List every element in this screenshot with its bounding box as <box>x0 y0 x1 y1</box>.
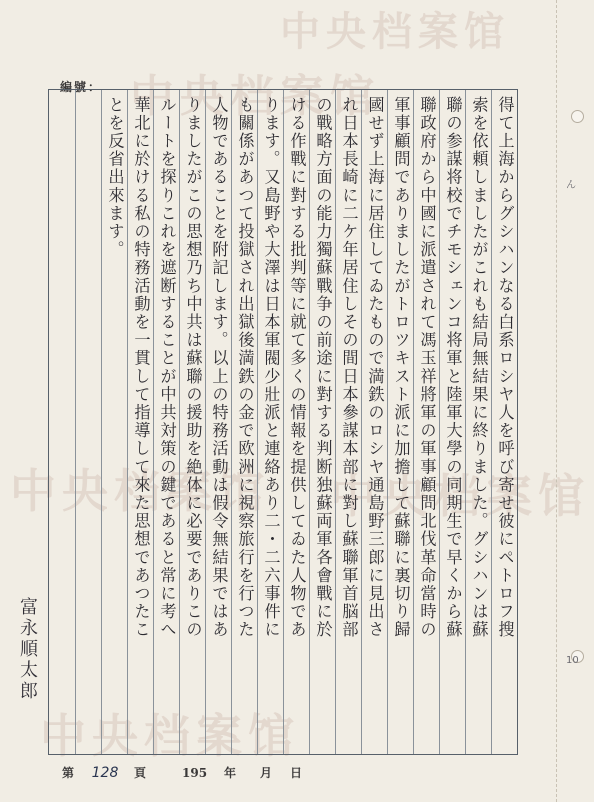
column-text: 國せず上海に居住してゐたもので満鉄のロシヤ通島野三郎に見出さ <box>365 96 385 639</box>
column-text: 索を依頼しましたがこれも結局無結果に終りました。グシハンは蘇 <box>469 96 489 639</box>
column-text: 華北に於ける私の特務活動を一貫して指導して來た思想であつたこ <box>131 96 151 639</box>
text-column <box>283 90 309 754</box>
text-column <box>75 90 101 754</box>
text-column <box>257 90 283 754</box>
column-text: 聯の参謀将校でチモシェンコ将軍と陸軍大學の同期生で早くから蘇 <box>443 96 463 639</box>
column-text: 聯政府から中國に派遣されて馮玉祥將軍の軍事顧問北伐革命當時の <box>417 96 437 639</box>
footer-year-label: 年 <box>224 766 237 780</box>
margin-mark: 10 <box>566 655 579 666</box>
page-footer <box>62 764 302 781</box>
document-number-label: 編號： <box>60 80 103 94</box>
manuscript-grid <box>48 89 518 755</box>
column-text: とを反省出來ます。 <box>105 96 125 259</box>
column-text: れ日本長崎に二ケ年居住しその間日本參謀本部に對し蘇聯軍首脳部 <box>339 96 359 639</box>
footer-month-label: 月 <box>260 766 273 780</box>
text-column <box>335 90 361 754</box>
punch-hole <box>571 110 584 123</box>
author-signature: 富永順太郎 <box>17 597 38 702</box>
text-column <box>387 90 413 754</box>
page-number: 128 <box>91 765 119 781</box>
column-text: ルートを探りこれを遮断することが中共対策の鍵であると常に考へ <box>157 96 177 639</box>
column-text: ける作戰に對する批判等に就て多くの情報を提供してゐた人物であ <box>287 96 307 639</box>
text-column <box>361 90 387 754</box>
watermark: 中央档案馆 <box>130 71 380 122</box>
text-column <box>127 90 153 754</box>
column-text: の戰略方面の能力獨蘇戰争の前途に對する判断独蘇両軍各會戰に於 <box>313 96 333 639</box>
text-column <box>101 90 127 754</box>
text-column <box>439 90 465 754</box>
text-column <box>205 90 231 754</box>
text-column <box>309 90 335 754</box>
column-text: 軍事顧問でありましたがトロツキスト派に加擔して蘇聯に裏切り歸 <box>391 96 411 639</box>
margin-mark: ん <box>566 180 576 191</box>
column-text: も關係があつて投獄され出獄後満鉄の金で欧洲に視察旅行を行つた <box>235 96 255 639</box>
text-column <box>49 90 75 754</box>
text-column <box>231 90 257 754</box>
text-column <box>465 90 491 754</box>
text-column <box>153 90 179 754</box>
watermark: 中央档案馆 <box>10 464 270 518</box>
text-column <box>413 90 439 754</box>
column-text: 得て上海からグシハンなる白系ロシヤ人を呼び寄せ彼にペトロフ搜 <box>495 96 515 639</box>
text-column <box>491 90 517 754</box>
footer-day-label: 日 <box>290 766 303 780</box>
column-text: りましたがこの思想乃ち中共は蘇聯の援助を絶体に必要でありこの <box>183 96 203 639</box>
text-column <box>179 90 205 754</box>
watermark: 中央档案馆 <box>330 469 590 523</box>
watermark: 中央档案馆 <box>40 709 300 763</box>
column-text: 人物であることを附記します。以上の特務活動は假令無結果ではあ <box>209 96 229 639</box>
binding-fold-line <box>556 0 558 802</box>
column-text: ります。又島野や大澤は日本軍閥少壯派と連絡あり二・二六事件に <box>261 96 281 639</box>
footer-page-label: 頁 <box>134 766 147 780</box>
footer-dai-label: 第 <box>62 766 75 780</box>
footer-year: 195 <box>182 766 208 780</box>
watermark: 中央档案馆 <box>280 9 510 55</box>
